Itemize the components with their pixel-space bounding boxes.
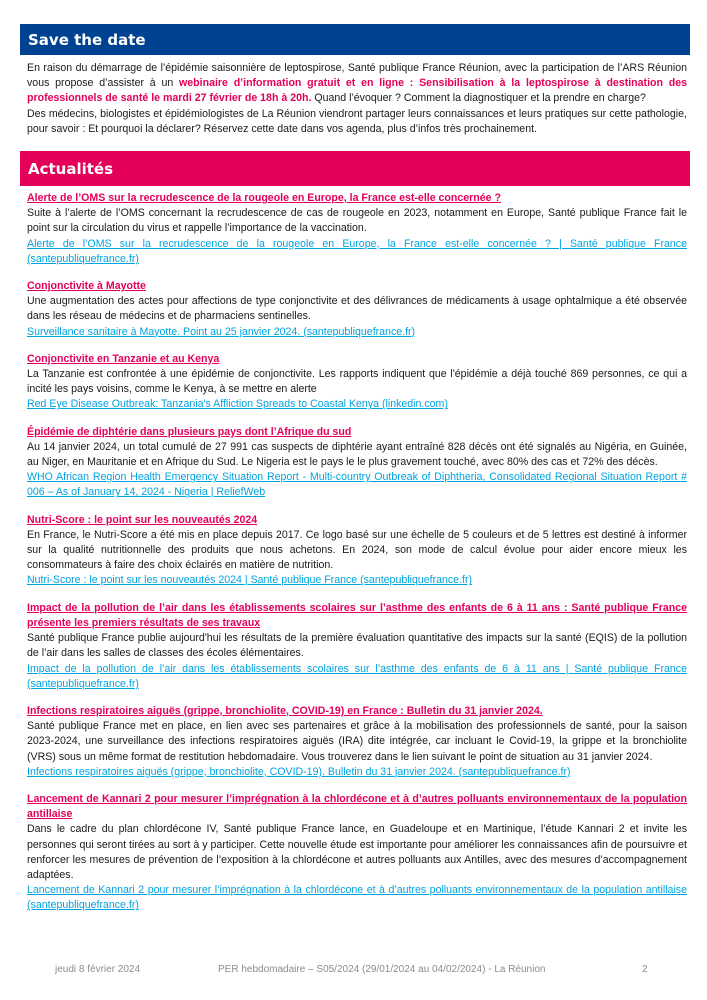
news-title: Alerte de l’OMS sur la recrudescence de la rougeole en Europe, la France est-elle concernée ? [27, 192, 501, 205]
news-item [27, 792, 687, 914]
news-title: Infections respiratoires aiguës (grippe, bronchiolite, COVID-19) en France : Bulletin du 31 janvier 2024. [27, 704, 543, 717]
actualites-header [20, 151, 690, 186]
news-link[interactable]: Surveillance sanitaire à Mayotte. Point au 25 janvier 2024. (santepubliquefrance.fr) [27, 325, 416, 338]
save-the-date-paragraph-1 [27, 61, 687, 107]
footer-spacer [0, 914, 707, 964]
news-link[interactable]: Alerte de l’OMS sur la recrudescence de la rougeole en Europe, la France est-elle concernée ? | Santé publique France (santepubliquefrance.fr) [27, 237, 687, 265]
news-title: Nutri-Score : le point sur les nouveautés 2024 [27, 513, 258, 526]
news-body: Suite à l’alerte de l’OMS concernant la recrudescence de cas de rougeole en 2023, notamment en Europe, Santé publique France fait le point sur la circulation du virus et rappelle l’importance de la vaccination. [27, 207, 687, 235]
news-item [27, 352, 687, 413]
actualites-heading: Actualités [28, 159, 114, 178]
page-number: 2 [642, 964, 648, 975]
news-link[interactable]: Lancement de Kannari 2 pour mesurer l’imprégnation à la chlordécone et à d’autres polluants environnementaux de la population antillaise (santepubliquefrance.fr) [27, 884, 687, 912]
news-body: En France, le Nutri-Score a été mis en place depuis 2017. Ce logo basé sur une échelle de 5 couleurs et de 5 lettres est destiné à informer sur la qualité nutritionnelle des produits que nous achetons. En 2024, son mode de calcul évolue pour aider encore mieux les consommateurs à faire des choix éclairés en matière de nutrition. [27, 528, 687, 572]
news-item [27, 425, 687, 501]
news-title: Conjonctivite en Tanzanie et au Kenya [27, 352, 220, 365]
news-body: Santé publique France publie aujourd'hui les résultats de la première évaluation quantitative des impacts sur la santé (EQIS) de la pollution de l’air dans les salles de classes des écoles élémentaires. [27, 632, 687, 660]
page-footer [0, 964, 707, 980]
save-the-date-questions: Quand l’évoquer ? Comment la diagnostiquer et la prendre en charge? [311, 92, 646, 105]
save-the-date-paragraph-2: Des médecins, biologistes et épidémiologistes de La Réunion viendront partager leurs connaissances et leurs pratiques sur cette pathologie, pour savoir : Et pourquoi la déclarer? Réservez cette date dans vos agenda, plus d’infos très prochainement. [27, 107, 687, 135]
news-link[interactable]: Impact de la pollution de l’air dans les établissements scolaires sur l’asthme des enfants de 6 à 11 ans | Santé publique France (santepubliquefrance.fr) [27, 662, 687, 690]
news-title: Lancement de Kannari 2 pour mesurer l’imprégnation à la chlordécone et à d’autres polluants environnementaux de la population antillaise [27, 792, 687, 821]
news-item [27, 191, 687, 267]
news-title: Impact de la pollution de l’air dans les établissements scolaires sur l’asthme des enfants de 6 à 11 ans : Santé publique France présente les premiers résultats de ses travaux [27, 601, 687, 629]
news-body: Dans le cadre du plan chlordécone IV, Santé publique France lance, en Guadeloupe et en Martinique, l’étude Kannari 2 et invite les personnes qui seront tirées au sort à y participer. Cette nouvelle étude est importante pour améliorer les connaissances afin de poursuivre et renforcer les mesures de prévention de l’exposition à la chlordécone et autres polluants aux Antilles, avec des mesures d’accompagnement adaptées. [27, 823, 687, 881]
news-body: Santé publique France met en place, en lien avec ses partenaires et grâce à la mobilisation des professionnels de santé, pour la saison 2023-2024, une surveillance des infections respiratoires aiguës (IRA) dite intégrée, car incluant le Covid-19, la grippe et la bronchiolite (VRS) sous un même format de restitution hebdomadaire. Vous trouverez dans le lien suivant le point de situation au 31 janvier 2024. [27, 720, 687, 763]
save-the-date-header [20, 24, 690, 55]
news-link[interactable]: Nutri-Score : le point sur les nouveautés 2024 | Santé publique France (santepubliquefrance.fr) [27, 574, 473, 587]
save-the-date-heading: Save the date [28, 30, 146, 49]
news-list [27, 191, 687, 914]
save-the-date-intro: En raison du démarrage de l’épidémie saisonnière de leptospirose, Santé publique France Réunion, avec la participation de l’ARS Réunion vous propose d’assister à un [27, 62, 687, 90]
news-body: La Tanzanie est confrontée à une épidémie de conjonctivite. Les rapports indiquent que l'épidémie a déjà touché 869 personnes, ce qui a incité les pays voisins, comme le Kenya, à se mettre en alerte [27, 368, 687, 396]
news-item [27, 704, 687, 780]
news-item [27, 601, 687, 692]
webinar-highlight: webinaire d’information gratuit et en ligne : Sensibilisation à la leptospirose à destination des professionnels de santé le mardi 27 février de 18h à 20h. [27, 77, 687, 105]
news-item [27, 279, 687, 340]
news-title: Épidémie de diphtérie dans plusieurs pays dont l’Afrique du sud [27, 425, 352, 438]
news-link[interactable]: Red Eye Disease Outbreak: Tanzania's Affliction Spreads to Coastal Kenya (linkedin.com) [27, 398, 448, 411]
news-link[interactable]: WHO African Region Health Emergency Situation Report - Multi-country Outbreak of Diphtheria, Consolidated Regional Situation Report # 006 – As of January 14, 2024 - Nigeria | ReliefWeb [27, 471, 687, 499]
news-body: Au 14 janvier 2024, un total cumulé de 27 991 cas suspects de diphtérie ayant entraîné 828 décès ont été signalés au Nigéria, en Guinée, au Niger, en Mauritanie et en Afrique du Sud. Le Nigeria est le pays le le plus gravement touché, avec 80% des cas et 72% des décès. [27, 440, 687, 469]
save-the-date-section [27, 61, 687, 137]
news-title: Conjonctivite à Mayotte [27, 280, 146, 293]
news-item [27, 513, 687, 589]
footer-title: PER hebdomadaire – S05/2024 (29/01/2024 au 04/02/2024) - La Réunion [218, 964, 546, 975]
news-link[interactable]: Infections respiratoires aiguës (grippe, bronchiolite, COVID-19). Bulletin du 31 janvier 2024. (santepubliquefrance.fr) [27, 765, 571, 778]
footer-date: jeudi 8 février 2024 [55, 964, 141, 975]
news-body: Une augmentation des actes pour affections de type conjonctivite et des délivrances de médicaments à usage ophtalmique a été observée dans les réseau de médecins et de pharmaciens sentinelles. [27, 295, 687, 323]
